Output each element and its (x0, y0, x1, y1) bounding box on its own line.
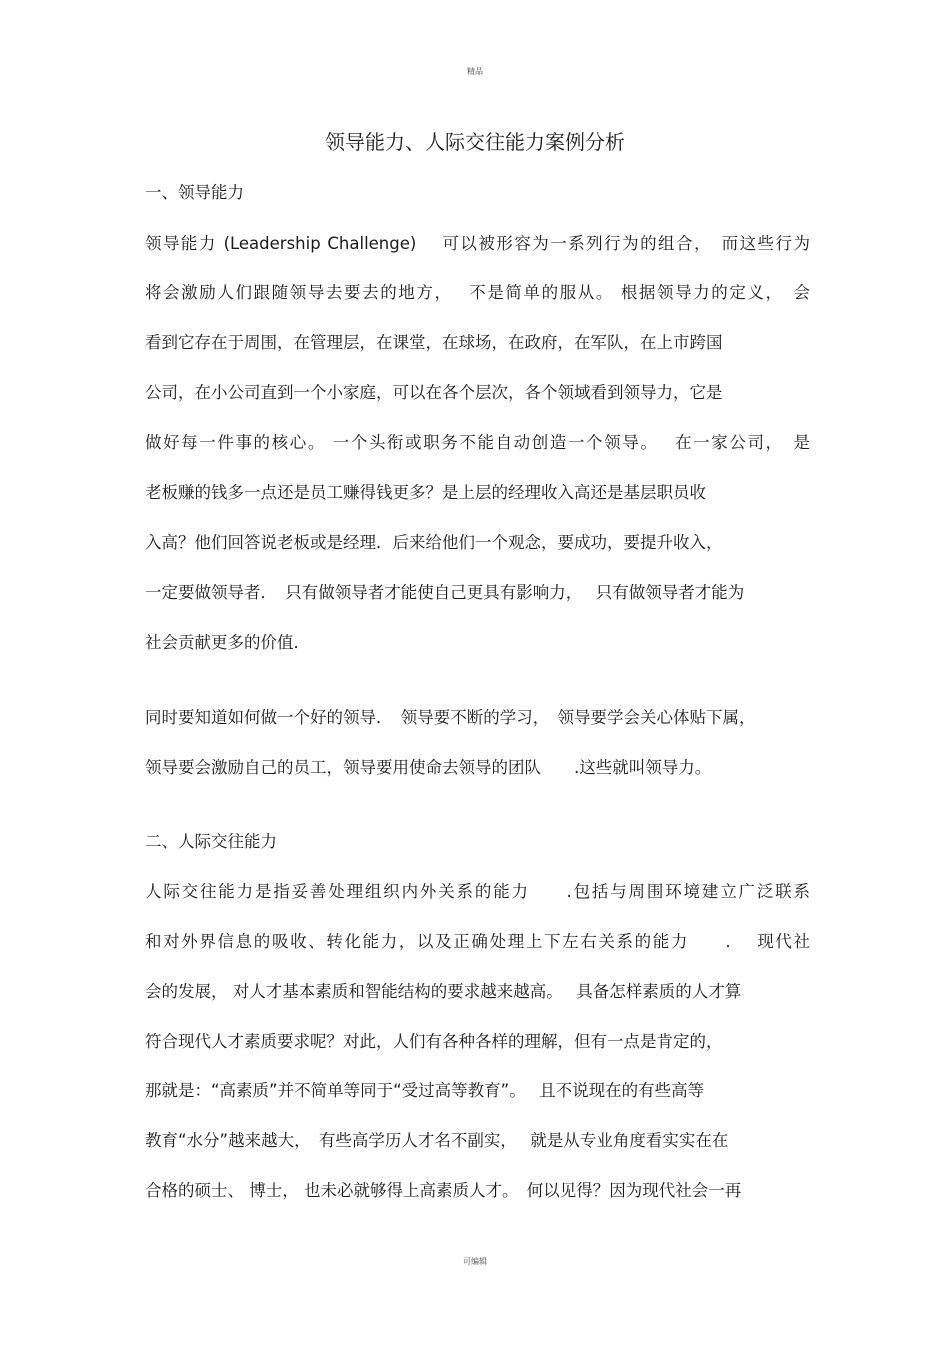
document-title: 领导能力、人际交往能力案例分析 (325, 130, 625, 154)
text-line: 人际交往能力是指妥善处理组织内外关系的能力 .包括与周围环境建立广泛联系 (145, 882, 810, 901)
text-line: 公司，在小公司直到一个小家庭，可以在各个层次，各个领域看到领导力，它是 (145, 383, 723, 402)
text-line: 领导要会激励自己的员工，领导要用使命去领导的团队 .这些就叫领导力。 (145, 758, 712, 777)
text-line: 会的发展， 对人才基本素质和智能结构的要求越来越高。 具备怎样素质的人才算 (145, 982, 742, 1001)
page-footer: 可编辑 (463, 1257, 487, 1266)
text-line: 教育“水分”越来越大， 有些高学历人才名不副实， 就是从专业角度看实实在在 (145, 1131, 729, 1150)
text-line: 合格的硕士、 博士， 也未必就够得上高素质人才。 何以见得？因为现代社会一再 (145, 1181, 742, 1200)
text-line: 一定要做领导者． 只有做领导者才能使自己更具有影响力， 只有做领导者才能为 (145, 583, 745, 602)
text-line: 那就是：“高素质”并不简单等同于“受过高等教育”。 且不说现在的有些高等 (145, 1081, 705, 1100)
page-header: 精品 (467, 67, 483, 76)
text-line: 入高？他们回答说老板或是经理．后来给他们一个观念，要成功，要提升收入， (145, 533, 723, 552)
text-line: 和对外界信息的吸收、转化能力，以及正确处理上下左右关系的能力 . 现代社 (145, 932, 810, 951)
section-heading-interpersonal: 二、人际交往能力 (145, 832, 277, 851)
text-line: 领导能力 (Leadership Challenge) 可以被形容为一系列行为的组合， 而这些行为 (145, 234, 810, 253)
text-line: 做好每一件事的核心。 一个头衔或职务不能自动创造一个领导。 在一家公司， 是 (145, 433, 810, 452)
text-line: 同时要知道如何做一个好的领导． 领导要不断的学习， 领导要学会关心体贴下属， (145, 708, 756, 727)
text-line: 符合现代人才素质要求呢？对此，人们有各种各样的理解，但有一点是肯定的， (145, 1032, 723, 1051)
section-heading-leadership: 一、领导能力 (145, 183, 244, 202)
text-line: 将会激励人们跟随领导去要去的地方， 不是简单的服从。 根据领导力的定义， 会 (145, 283, 810, 302)
text-line: 社会贡献更多的价值． (145, 633, 310, 652)
text-line: 看到它存在于周围，在管理层，在课堂，在球场，在政府，在军队，在上市跨国 (145, 333, 723, 352)
text-line: 老板赚的钱多一点还是员工赚得钱更多？是上层的经理收入高还是基层职员收 (145, 483, 706, 502)
